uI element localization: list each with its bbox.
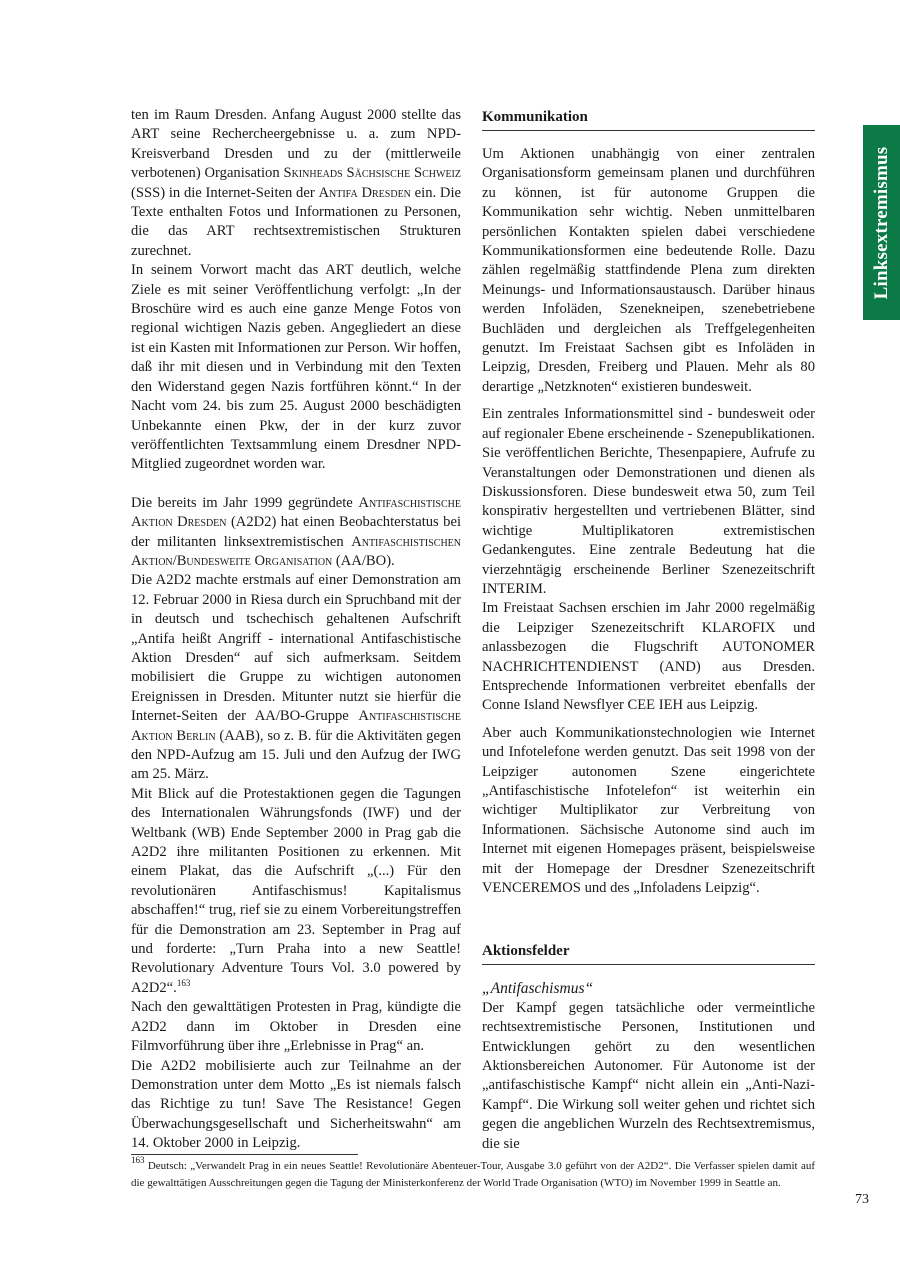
organisation-name: Antifa Dresden [318,184,411,201]
paragraph: Der Kampf gegen tatsächliche oder vermeintliche rechtsextremistische Personen, Institutionen und Entwicklungen gehört zu den wesentlichen Aktionsbereichen Autonomer. Für Autonome ist der „antifaschistische Kampf“ nicht allein ein „Anti-Nazi-Kampf“. Die Wirkung soll weiter gehen und richtet sich gegen die angeblichen Wurzeln des Rechtsextremismus, die sie [482,999,815,1152]
paragraph [131,571,461,784]
organisation-name: Skinheads Sächsische Schweiz [283,165,461,182]
footnote-divider [131,1154,358,1155]
paragraph: Im Freistaat Sachsen erschien im Jahr 2000 regelmäßig die Leipziger Szenezeitschrift KLAROFIX und anlassbezogen die Flugschrift AUTONOMER NACHRICHTENDIENST (AND) aus Dresden. Entsprechende Informationen verbreitet ebenfalls der Conne Island Newsflyer CEE IEH aus Leipzig. [482,600,815,714]
text-run: (AAB), so z. B. für die Aktivitäten gegen den NPD-Aufzug am 15. Juli und den Aufzug der IWG am 25. März. [131,727,461,783]
paragraph: Ein zentrales Informationsmittel sind - bundesweit oder auf regionaler Ebene erscheinende - Szenepublikationen. Sie veröffentlichen Berichte, Thesenpapiere, Aufrufe zu Veranstaltungen oder Demonstrationen und dienen als Diskussionsforen. Diese bundesweit etwa 50, zum Teil konspirativ hergestellten und vertriebenen Blätter, sind wichtige Multiplikatoren extremistischen Gedankengutes. Eine zentrale Bedeutung hat die vierzehntägig erscheinende Berliner Szenezeitschrift INTERIM. [482,406,815,597]
paragraph: Nach den gewalttätigen Protesten in Prag, kündigte die A2D2 dann im Oktober in Dresden eine Filmvorführung über ihre „Erlebnisse in Prag“ an. [131,999,461,1055]
paragraph-text: Mit Blick auf die Protestaktionen gegen die Tagungen des Internationalen Währungsfonds (IWF) und der Weltbank (WB) Ende September 2000 in Prag gab die A2D2 ihre militanten Positionen zu erkennen. Mit einem Plakat, das die Aufschrift „(...) Für den revolutionären Antifaschismus! Kapitalismus abschaffen!“ trug, rief sie zu einem Vorbereitungstreffen für die Demonstration am 23. September in Prag auf und forderte: „Turn Praha into a new Seattle! Revolutionary Adventure Tours Vol. 3.0 powered by A2D2“. [131,785,461,996]
footnote-number: 163 [131,1155,145,1165]
paragraph [131,106,461,261]
text-run: ten im Raum Dresden. Anfang August 2000 stellte das ART seine Rechercheergebnisse u. a. zum NPD-Kreisverband Dresden und zu der (mittlerweile verbotenen) Organisation [131,107,461,182]
footnote [131,1155,815,1191]
text-run: ein. Die Texte enthalten Fotos und Informationen zu Personen, die das ART rechtsextremistischen Strukturen zurechnet. [131,184,461,259]
subheading: „Antifaschismus“ [482,980,594,998]
organisation-name: Antifaschistische Aktion Berlin [131,708,461,744]
section-heading: Kommunikation [482,106,815,131]
paragraph [131,785,461,998]
text-run: Die bereits im Jahr 1999 gegründete [131,494,359,511]
paragraph [131,494,461,572]
section-tab [863,125,900,320]
paragraph: Aber auch Kommunikationstechnologien wie Internet und Infotelefone werden genutzt. Das seit 1998 von der Leipziger autonomen Szene eingerichtete „Antifaschistische Infotelefon“ ist weiterhin ein wichtiger Multiplikator zur Verbreitung von Informationen. Sächsische Autonome sind auch im Internet mit eigenen Homepages präsent, beispielsweise mit der Homepage der Dresdner Szenezeitschrift VENCEREMOS und des „Infoladens Leipzig“. [482,724,815,897]
text-run: (AA/BO). [332,552,395,569]
organisation-name: Antifaschistische Aktion Dresden [131,494,461,531]
page-number: 73 [855,1192,869,1207]
organisation-name: Antifaschistischen Aktion/Bundesweite Organisation [131,533,461,569]
paragraph: Um Aktionen unabhängig von einer zentralen Organisationsform gemeinsam planen und durchführen zu können, ist für autonome Gruppen die Kommunikation sehr wichtig. Neben unmittelbaren persönlichen Kontakten spielen dabei verschiedene Kommunikationsformen eine bedeutende Rolle. Dazu zählen regelmäßig stattfindende Plena zum direkten Meinungs- und Informationsaustausch. Darüber hinaus werden Infoläden, Szenekneipen, szenebetriebene Buchläden und dergleichen als Treffgelegenheiten genutzt. Im Freistaat Sachsen gibt es Infoläden in Leipzig, Dresden, Freiberg und Plauen. Mehr als 80 derartige „Netzknoten“ existieren bundesweit. [482,146,815,395]
right-column [482,106,815,1154]
text-run: Die A2D2 machte erstmals auf einer Demonstration am 12. Februar 2000 in Riesa durch ein Spruchband mit der in deutsch und tschechisch gehaltenen Aufschrift „Antifa heißt Angriff - international Antifaschistische Aktion Dresden“ auf sich aufmerksam. Seitdem mobilisiert die Gruppe zu wichtigen autonomen Ereignissen in Dresden. Mitunter nutzt sie hierfür die Internet-Seiten der AA/BO-Gruppe [131,572,461,725]
text-run: (A2D2) hat einen Beobachterstatus bei der militanten linksextremistischen [131,514,461,550]
paragraph: Die A2D2 mobilisierte auch zur Teilnahme an der Demonstration unter dem Motto „Es ist niemals falsch das Richtige zu tun! Save The Resistance! Gegen Überwachungsgesellschaft und Sicherheitswahn“ am 14. Oktober 2000 in Leipzig. [131,1057,461,1152]
text-run: (SSS) in die Internet-Seiten der [131,184,319,201]
left-column [131,106,461,1154]
section-tab-label: Linksextremismus [870,146,892,299]
footnote-ref: 163 [176,977,191,988]
section-heading: Aktionsfelder [482,940,815,965]
paragraph: In seinem Vorwort macht das ART deutlich, welche Ziele es mit seiner Veröffentlichung verfolgt: „In der Broschüre wird es auch eine ganze Menge Fotos von regional wichtigen Nazis geben. Angegliedert an diese ist ein Kasten mit Informationen zur Person. Wir hoffen, daß ihr mit diesen und in Verbindung mit den Texten den Widerstand gegen Nazis fortführen könnt.“ In der Nacht vom 24. bis zum 25. August 2000 beschädigten Unbekannte einen Pkw, der in der kurz zuvor veröffentlichten Textsammlung einem Dresdner NPD-Mitglied zugeordnet worden war. [131,262,461,473]
footnote-text: Deutsch: „Verwandelt Prag in ein neues Seattle! Revolutionäre Abenteuer-Tour, Ausgabe 3.0 geführt von der A2D2“. Die Verfasser spielen damit auf die gewalttätigen Ausschreitungen gegen die Tagung der Ministerkonferenz der World Trade Organisation (WTO) im November 1999 in Seattle an. [131,1160,815,1189]
